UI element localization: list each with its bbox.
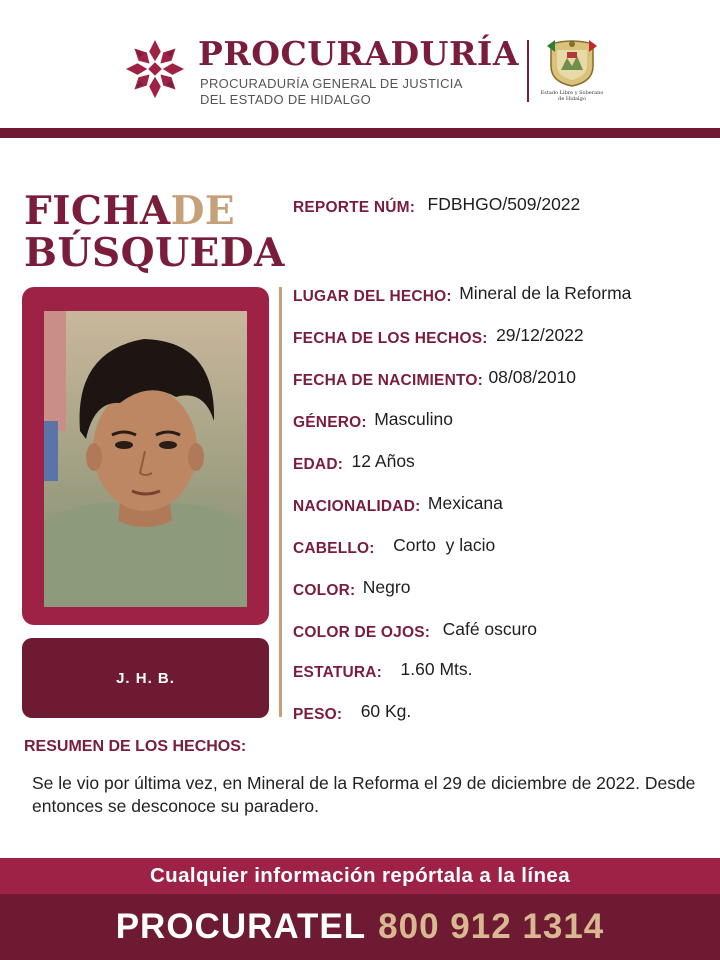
field-value: Masculino bbox=[374, 409, 453, 429]
field-label: CABELLO: bbox=[293, 540, 375, 557]
field-cabello bbox=[293, 537, 495, 558]
field-value: 1.60 Mts. bbox=[400, 659, 473, 679]
brand-subtitle-line2: DEL ESTADO DE HIDALGO bbox=[200, 92, 372, 107]
person-name-box bbox=[22, 638, 269, 718]
field-label: GÉNERO: bbox=[293, 414, 367, 431]
field-genero bbox=[293, 411, 453, 432]
report-label: REPORTE NÚM: bbox=[293, 199, 416, 216]
field-value: 12 Años bbox=[351, 451, 415, 471]
field-label: LUGAR DEL HECHO: bbox=[293, 288, 452, 305]
field-fecha-nacimiento bbox=[293, 369, 576, 390]
field-estatura bbox=[293, 661, 473, 682]
field-nacionalidad bbox=[293, 495, 503, 516]
field-label: EDAD: bbox=[293, 456, 344, 473]
field-label: COLOR: bbox=[293, 582, 356, 599]
page-title bbox=[24, 190, 285, 274]
header-bar bbox=[0, 128, 720, 138]
field-fecha-hechos bbox=[293, 327, 584, 348]
brand-title: PROCURADURÍA bbox=[198, 34, 519, 73]
footer-info-text: Cualquier información repórtala a la línea bbox=[149, 864, 571, 887]
header-divider bbox=[527, 40, 529, 102]
brand-subtitle bbox=[200, 76, 463, 108]
header bbox=[0, 0, 720, 128]
field-edad bbox=[293, 453, 415, 474]
field-lugar bbox=[293, 285, 631, 306]
field-label: ESTATURA: bbox=[293, 664, 383, 681]
field-color bbox=[293, 579, 410, 600]
crest-caption: Estado Libre y Soberano de Hidalgo bbox=[540, 90, 604, 102]
field-label: PESO: bbox=[293, 706, 343, 723]
field-label: NACIONALIDAD: bbox=[293, 498, 421, 515]
summary-text: Se le vio por última vez, en Mineral de la Reforma el 29 de diciembre de 2022. Desde entonces se desconoce su paradero. bbox=[32, 773, 696, 816]
field-value: Corto y lacio bbox=[393, 535, 496, 555]
title-ficha: FICHA bbox=[24, 188, 171, 234]
state-coat-of-arms bbox=[543, 36, 601, 88]
title-busqueda: BÚSQUEDA bbox=[24, 230, 285, 276]
field-label: FECHA DE NACIMIENTO: bbox=[293, 372, 483, 389]
person-photo bbox=[44, 311, 247, 607]
star-flower-icon bbox=[124, 38, 186, 100]
title-de: DE bbox=[170, 188, 236, 234]
field-color-ojos bbox=[293, 621, 537, 642]
report-number bbox=[293, 196, 580, 217]
report-value: FDBHGO/509/2022 bbox=[427, 194, 581, 214]
field-value: Negro bbox=[362, 577, 411, 597]
field-label: COLOR DE OJOS: bbox=[293, 624, 431, 641]
field-value: 60 Kg. bbox=[360, 701, 412, 721]
field-value: Café oscuro bbox=[442, 619, 537, 639]
field-value: Mineral de la Reforma bbox=[459, 283, 632, 303]
person-name: J. H. B. bbox=[116, 669, 175, 687]
gold-divider bbox=[279, 287, 282, 717]
procuratel-label: PROCURATEL bbox=[115, 907, 367, 946]
summary-label: RESUMEN DE LOS HECHOS: bbox=[24, 738, 247, 755]
field-value: Mexicana bbox=[427, 493, 503, 513]
field-value: 08/08/2010 bbox=[488, 367, 577, 387]
footer-info-line bbox=[0, 858, 720, 894]
footer-hotline bbox=[0, 894, 720, 960]
field-peso bbox=[293, 703, 411, 724]
field-label: FECHA DE LOS HECHOS: bbox=[293, 330, 488, 347]
field-value: 29/12/2022 bbox=[496, 325, 584, 345]
brand-subtitle-line1: PROCURADURÍA GENERAL DE JUSTICIA bbox=[200, 76, 463, 91]
hotline-number[interactable]: 800 912 1314 bbox=[378, 907, 605, 946]
